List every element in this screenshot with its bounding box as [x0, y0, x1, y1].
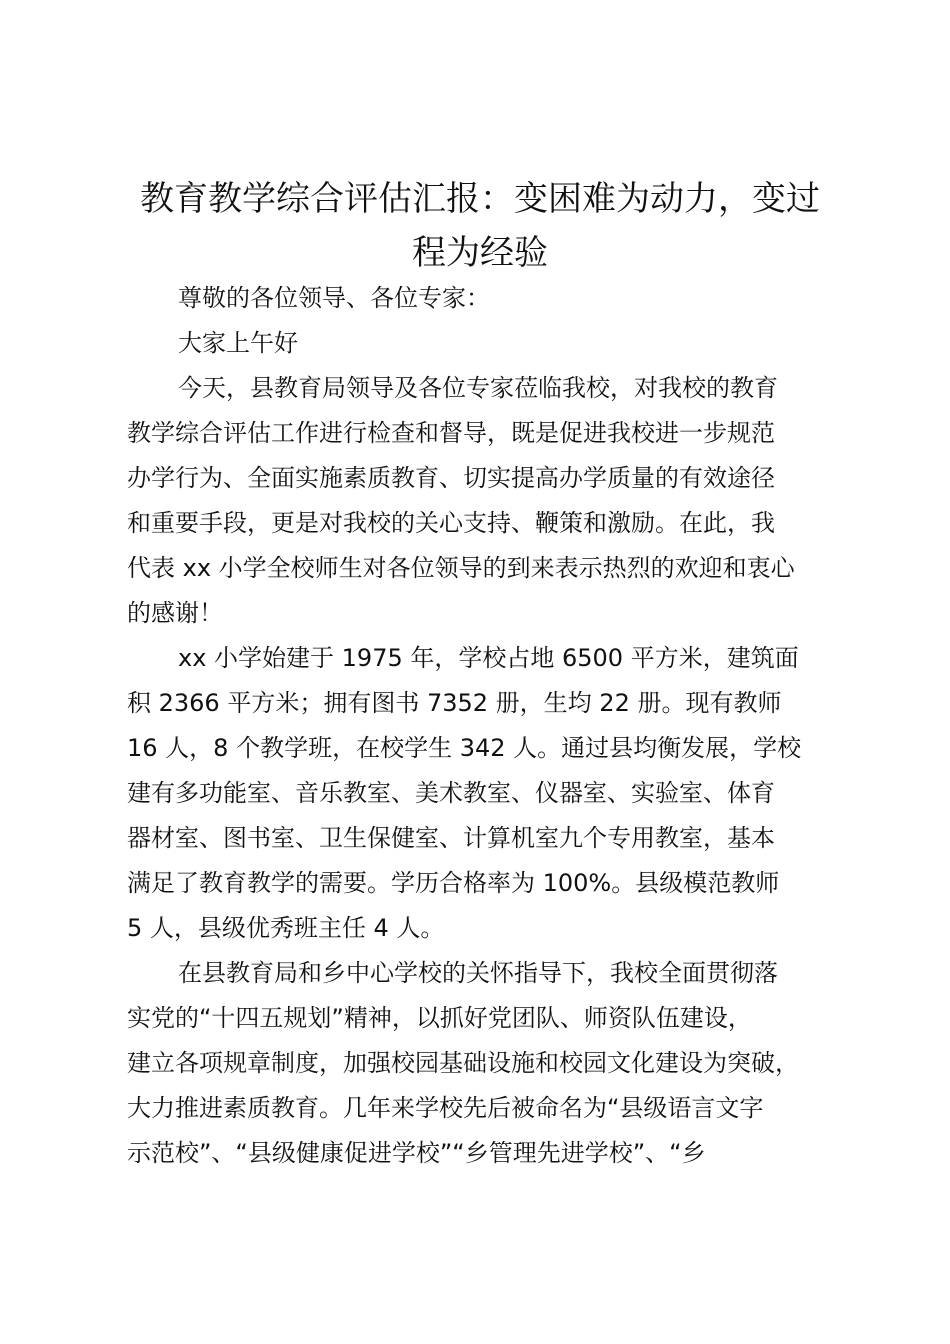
paragraph-line: 16 人，8 个教学班，在校学生 342 人。通过县均衡发展，学校 — [127, 734, 802, 762]
greeting-paragraph — [127, 321, 837, 366]
school-profile-paragraph — [127, 636, 837, 951]
salutation-paragraph — [127, 276, 837, 321]
paragraph-line: 代表 xx 小学全校师生对各位领导的到来表示热烈的欢迎和衷心 — [127, 554, 795, 582]
paragraph-line: 大家上午好 — [178, 329, 298, 357]
paragraph-line: 教学综合评估工作进行检查和督导，既是促进我校进一步规范 — [127, 419, 775, 447]
paragraph-line: 积 2366 平方米；拥有图书 7352 册，生均 22 册。现有教师 — [127, 689, 782, 717]
paragraph-line: 今天，县教育局领导及各位专家莅临我校，对我校的教育 — [178, 374, 778, 402]
paragraph-line: 大力推进素质教育。几年来学校先后被命名为“县级语言文字 — [127, 1094, 764, 1122]
paragraph-line: 建立各项规章制度，加强校园基础设施和校园文化建设为突破， — [127, 1049, 799, 1077]
document-title — [110, 172, 850, 280]
achievements-paragraph — [127, 951, 837, 1176]
paragraph-line: 示范校”、“县级健康促进学校”“乡管理先进学校”、“乡 — [127, 1139, 706, 1167]
paragraph-line: 的感谢！ — [127, 599, 223, 627]
paragraph-line: 5 人，县级优秀班主任 4 人。 — [127, 914, 445, 942]
title-line-1: 教育教学综合评估汇报：变困难为动力，变过 — [140, 179, 820, 219]
intro-paragraph — [127, 366, 837, 636]
paragraph-line: 办学行为、全面实施素质教育、切实提高办学质量的有效途径 — [127, 464, 775, 492]
paragraph-line: 实党的“十四五规划”精神，以抓好党团队、师资队伍建设， — [127, 1004, 752, 1032]
paragraph-line: 尊敬的各位领导、各位专家： — [178, 284, 490, 312]
paragraph-line: 器材室、图书室、卫生保健室、计算机室九个专用教室，基本 — [127, 824, 775, 852]
title-line-2: 程为经验 — [412, 233, 548, 273]
document-body — [127, 276, 837, 1176]
paragraph-line: xx 小学始建于 1975 年，学校占地 6500 平方米，建筑面 — [178, 644, 799, 672]
paragraph-line: 建有多功能室、音乐教室、美术教室、仪器室、实验室、体育 — [127, 779, 775, 807]
paragraph-line: 和重要手段，更是对我校的关心支持、鞭策和激励。在此，我 — [127, 509, 775, 537]
paragraph-line: 在县教育局和乡中心学校的关怀指导下，我校全面贯彻落 — [178, 959, 778, 987]
paragraph-line: 满足了教育教学的需要。学历合格率为 100%。县级模范教师 — [127, 869, 780, 897]
